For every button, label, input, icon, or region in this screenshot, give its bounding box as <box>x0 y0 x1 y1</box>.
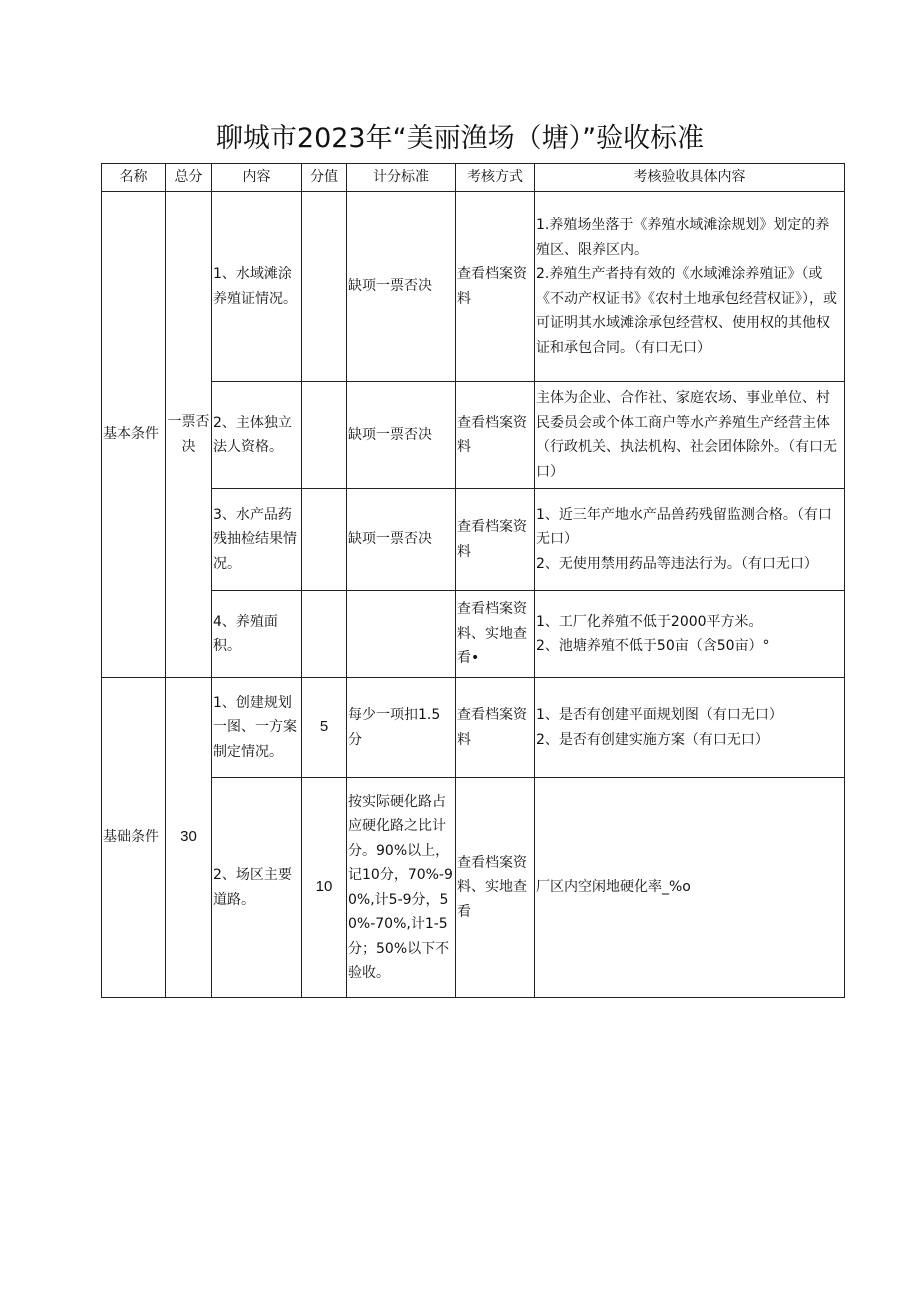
detail-cell <box>535 678 845 778</box>
header-method: 计分标准 <box>347 164 456 192</box>
score-cell <box>302 382 347 489</box>
header-content: 内容 <box>212 164 302 192</box>
method-cell: 缺项一票否决 <box>347 382 456 489</box>
content-cell: 3、水产品药残抽检结果情况。 <box>212 489 302 591</box>
header-detail: 考核验收具体内容 <box>535 164 845 192</box>
method-cell <box>347 591 456 678</box>
method-cell: 每少一项扣1.5分 <box>347 678 456 778</box>
table-row <box>102 489 845 591</box>
content-cell: 2、场区主要道路。 <box>212 778 302 998</box>
detail-cell <box>535 591 845 678</box>
total-basic: 一票否决 <box>166 192 212 678</box>
header-assess: 考核方式 <box>456 164 535 192</box>
table-row <box>102 678 845 778</box>
detail-line: 2.养殖生产者持有效的《水域滩涂养殖证》（或《不动产权证书》《农村土地承包经营权证》），或可证明其水域滩涂承包经营权、使用权的其他权证和承包合同。（有口无口） <box>536 266 837 356</box>
detail-line: 1、近三年产地水产品兽药残留监测合格。（有口无口） <box>536 506 832 548</box>
score-cell <box>302 591 347 678</box>
detail-line: 1.养殖场坐落于《养殖水域滩涂规划》划定的养殖区、限养区内。 <box>536 217 830 258</box>
assess-cell: 查看档案资料 <box>456 382 535 489</box>
detail-cell <box>535 192 845 382</box>
table-row <box>102 591 845 678</box>
category-basic: 基本条件 <box>102 192 166 678</box>
content-cell: 1、创建规划一图、一方案制定情况。 <box>212 678 302 778</box>
header-name: 名称 <box>102 164 166 192</box>
score-cell <box>302 489 347 591</box>
page-title: 聊城市2023年“美丽渔场（塘）”验收标准 <box>215 123 705 154</box>
table-row <box>102 382 845 489</box>
header-score: 分值 <box>302 164 347 192</box>
score-cell: 10 <box>302 778 347 998</box>
detail-line: 1、工厂化养殖不低于2000平方米。 <box>536 613 763 630</box>
header-total: 总分 <box>166 164 212 192</box>
detail-line: 1、是否有创建平面规划图（有口无口） <box>536 707 783 723</box>
category-foundation: 基础条件 <box>102 678 166 998</box>
table-row <box>102 192 845 382</box>
assess-cell: 查看档案资料 <box>456 678 535 778</box>
assess-cell: 查看档案资料、实地查看• <box>456 591 535 678</box>
detail-cell <box>535 778 845 998</box>
acceptance-standards-table <box>101 163 845 998</box>
table-header-row <box>102 164 845 192</box>
detail-line: 厂区内空闲地硬化率_%o <box>536 879 691 896</box>
total-foundation: 30 <box>166 678 212 998</box>
method-cell: 缺项一票否决 <box>347 192 456 382</box>
content-cell: 4、养殖面积。 <box>212 591 302 678</box>
content-cell: 1、水域滩涂养殖证情况。 <box>212 192 302 382</box>
method-cell: 缺项一票否决 <box>347 489 456 591</box>
detail-line: 2、无使用禁用药品等违法行为。（有口无口） <box>536 555 818 572</box>
score-cell: 5 <box>302 678 347 778</box>
content-cell: 2、主体独立法人资格。 <box>212 382 302 489</box>
assess-cell: 查看档案资料 <box>456 192 535 382</box>
assess-cell: 查看档案资料、实地查看 <box>456 778 535 998</box>
assess-cell: 查看档案资料 <box>456 489 535 591</box>
score-cell <box>302 192 347 382</box>
method-cell: 按实际硬化路占应硬化路之比计分。90%以上，记10分，70%-90%,计5-9分，50%-70%,计1-5分；50%以下不验收。 <box>347 778 456 998</box>
detail-line: 2、是否有创建实施方案（有口无口） <box>536 731 769 748</box>
table-row <box>102 778 845 998</box>
detail-line: 2、池塘养殖不低于50亩（含50亩）° <box>536 638 770 654</box>
detail-cell <box>535 382 845 489</box>
detail-line: 主体为企业、合作社、家庭农场、事业单位、村民委员会或个体工商户等水产养殖生产经营主体（行政机关、执法机构、社会团体除外。（有口无口） <box>536 390 837 480</box>
detail-cell <box>535 489 845 591</box>
